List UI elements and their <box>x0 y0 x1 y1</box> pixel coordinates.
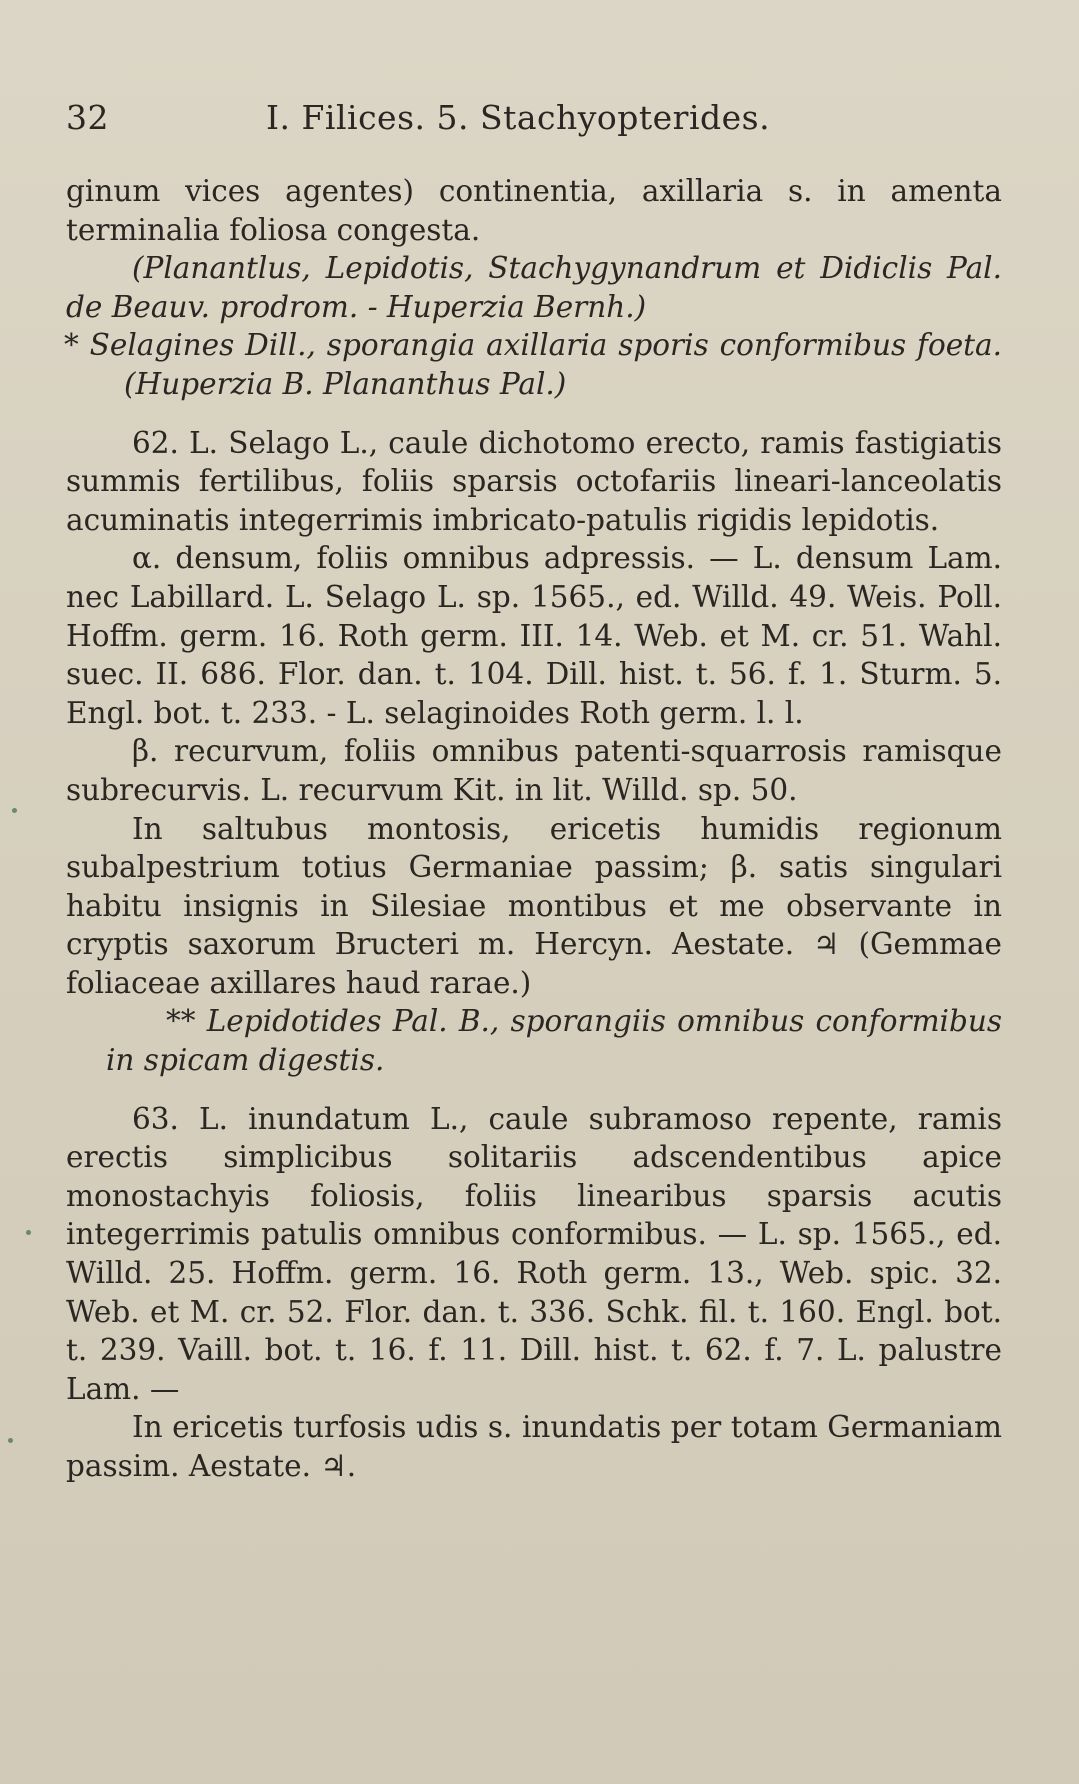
species-63-description: 63. L. inundatum L., caule subramoso repente, ramis erectis simplicibus solitariis adscendentibus apice monostachyis foliosis, foliis linearibus sparsis acutis integerrimis patulis omnibus conformibus. — L. sp. 1565., ed. Willd. 25. Hoffm. germ. 16. Roth germ. 13., Web. spic. 32. Web. et M. cr. 52. Flor. dan. t. 336. Schk. fil. t. 160. Engl. bot. t. 239. Vaill. bot. t. 16. f. 11. Dill. hist. t. 62. f. 7. L. palustre Lam. — <box>66 1101 1002 1406</box>
variety-alpha: α. densum, foliis omnibus adpressis. — L. densum Lam. nec Labillard. L. Selago L. sp. 1565., ed. Willd. 49. Weis. Poll. Hoffm. germ. 16. Roth germ. III. 14. Web. et M. cr. 51. Wahl. suec. II. 686. Flor. dan. t. 104. Dill. hist. t. 56. f. 1. Sturm. 5. Engl. bot. t. 233. - L. selaginoides Roth germ. l. l. <box>66 541 1002 730</box>
page-speck <box>26 1230 31 1235</box>
running-title: I. Filices. 5. Stachyopterides. <box>266 98 771 137</box>
page-number: 32 <box>66 98 109 137</box>
section-selagines: * Selagines Dill., sporangia axillaria sporis conformibus foeta. (Huperzia B. Plananthus Pal.) <box>64 328 1002 401</box>
habitat-63: In ericetis turfosis udis s. inundatis per totam Germaniam passim. Aestate. ♃. <box>66 1410 1002 1483</box>
page-speck <box>8 1438 13 1443</box>
paragraph-continuation: ginum vices agentes) continentia, axillaria s. in amenta terminalia foliosa congesta. <box>66 174 1002 247</box>
variety-beta: β. recurvum, foliis omnibus patenti-squarrosis ramisque subrecurvis. L. recurvum Kit. in lit. Willd. sp. 50. <box>66 734 1002 807</box>
running-header <box>66 98 966 137</box>
species-62-description: 62. L. Selago L., caule dichotomo erecto, ramis fastigiatis summis fertilibus, foliis sparsis octofariis lineari-lanceolatis acuminatis integerrimis imbricato-patulis rigidis lepidotis. <box>66 425 1002 537</box>
page-speck <box>12 808 17 813</box>
body-text <box>66 172 1002 1486</box>
section-lepidotides: ** Lepidotides Pal. B., sporangiis omnibus conformibus in spicam digestis. <box>106 1004 1002 1078</box>
habitat-62: In saltubus montosis, ericetis humidis regionum subalpestrium totius Germaniae passim; β. satis singulari habitu insignis in Silesiae montibus et me observante in cryptis saxorum Bructeri m. Hercyn. Aestate. ♃ (Gemmae foliaceae axillares haud rarae.) <box>66 811 1002 1000</box>
paragraph-synonyms: (Planantlus, Lepidotis, Stachygynandrum et Didiclis Pal. de Beauv. prodrom. - Huperzia Bernh.) <box>66 251 1002 324</box>
